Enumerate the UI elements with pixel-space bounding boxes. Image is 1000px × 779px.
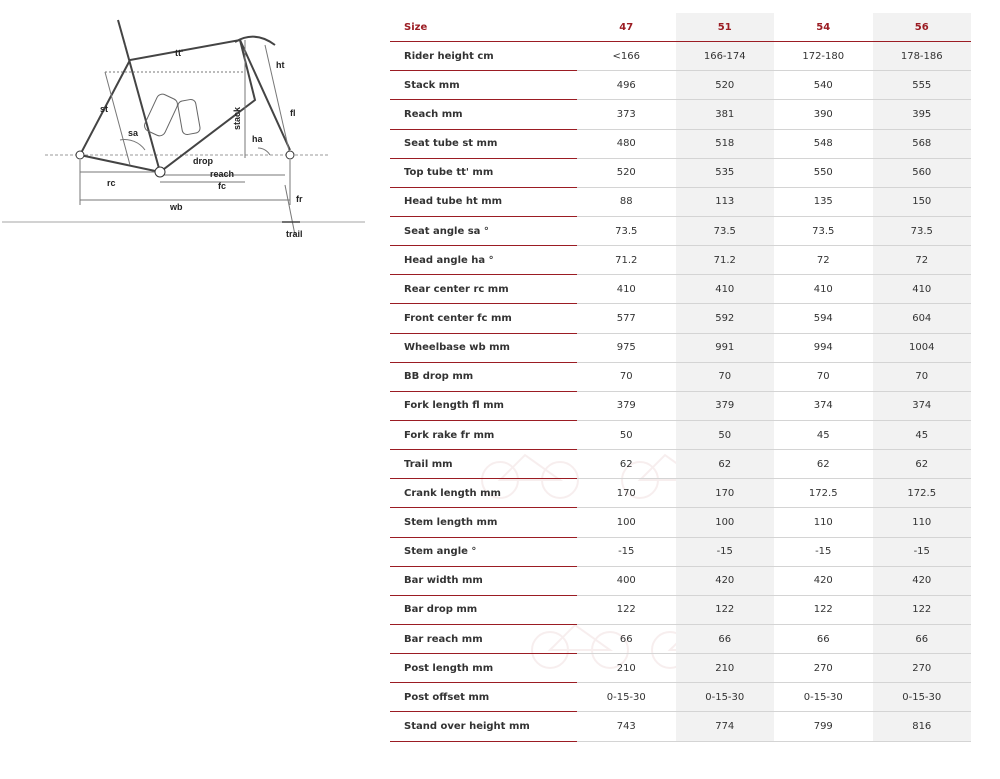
cell-value: 410: [873, 275, 972, 304]
row-label: Bar reach mm: [390, 624, 577, 653]
row-label: Fork length fl mm: [390, 391, 577, 420]
cell-value: 410: [577, 275, 676, 304]
cell-value: 555: [873, 71, 972, 100]
cell-value: 122: [577, 595, 676, 624]
cell-value: 975: [577, 333, 676, 362]
table-row: [390, 158, 971, 187]
cell-value: 410: [676, 275, 775, 304]
cell-value: 577: [577, 304, 676, 333]
row-label: Front center fc mm: [390, 304, 577, 333]
cell-value: 774: [676, 712, 775, 741]
cell-value: 994: [774, 333, 873, 362]
label-stack: stack: [232, 106, 242, 130]
label-fc: fc: [218, 181, 227, 191]
cell-value: 70: [774, 362, 873, 391]
cell-value: 70: [577, 362, 676, 391]
table-row: [390, 216, 971, 245]
cell-value: 70: [676, 362, 775, 391]
cell-value: 420: [873, 566, 972, 595]
cell-value: 520: [676, 71, 775, 100]
table-row: [390, 304, 971, 333]
cell-value: 594: [774, 304, 873, 333]
label-reach: reach: [210, 169, 235, 179]
bike-geometry-diagram: [0, 0, 380, 250]
cell-value: 122: [676, 595, 775, 624]
cell-value: 540: [774, 71, 873, 100]
cell-value: 373: [577, 100, 676, 129]
cell-value: 390: [774, 100, 873, 129]
row-label: Trail mm: [390, 450, 577, 479]
table-header-row: [390, 13, 971, 42]
cell-value: 122: [774, 595, 873, 624]
table-row: [390, 100, 971, 129]
cell-value: 110: [774, 508, 873, 537]
cell-value: 113: [676, 187, 775, 216]
cell-value: 88: [577, 187, 676, 216]
cell-value: 122: [873, 595, 972, 624]
table-row: [390, 129, 971, 158]
table-row: [390, 508, 971, 537]
cell-value: 71.2: [676, 246, 775, 275]
label-fr: fr: [296, 194, 303, 204]
label-drop: drop: [193, 156, 213, 166]
row-label: Rider height cm: [390, 42, 577, 71]
cell-value: 548: [774, 129, 873, 158]
cell-value: 410: [774, 275, 873, 304]
cell-value: 66: [676, 624, 775, 653]
label-st: st: [100, 104, 109, 114]
table-row: [390, 450, 971, 479]
table-row: [390, 391, 971, 420]
size-column-header: 56: [873, 13, 972, 42]
cell-value: 45: [873, 420, 972, 449]
table-row: [390, 275, 971, 304]
cell-value: 71.2: [577, 246, 676, 275]
cell-value: 170: [676, 479, 775, 508]
cell-value: 592: [676, 304, 775, 333]
row-label: Post length mm: [390, 654, 577, 683]
table-row: [390, 187, 971, 216]
cell-value: 72: [873, 246, 972, 275]
cell-value: 270: [873, 654, 972, 683]
cell-value: 400: [577, 566, 676, 595]
cell-value: 50: [577, 420, 676, 449]
row-label: Stem length mm: [390, 508, 577, 537]
row-label: Bar drop mm: [390, 595, 577, 624]
table-row: [390, 624, 971, 653]
cell-value: 520: [577, 158, 676, 187]
cell-value: 420: [676, 566, 775, 595]
cell-value: 66: [577, 624, 676, 653]
cell-value: 535: [676, 158, 775, 187]
cell-value: 66: [873, 624, 972, 653]
geometry-table: [390, 13, 971, 742]
cell-value: 66: [774, 624, 873, 653]
cell-value: 799: [774, 712, 873, 741]
row-label: Crank length mm: [390, 479, 577, 508]
size-column-header: 47: [577, 13, 676, 42]
label-sa: sa: [128, 128, 139, 138]
row-label: Stack mm: [390, 71, 577, 100]
row-label: BB drop mm: [390, 362, 577, 391]
table-row: [390, 654, 971, 683]
row-label: Rear center rc mm: [390, 275, 577, 304]
cell-value: 210: [676, 654, 775, 683]
cell-value: -15: [676, 537, 775, 566]
cell-value: 379: [577, 391, 676, 420]
cell-value: 518: [676, 129, 775, 158]
cell-value: 172-180: [774, 42, 873, 71]
cell-value: 604: [873, 304, 972, 333]
cell-value: 395: [873, 100, 972, 129]
table-row: [390, 566, 971, 595]
cell-value: 374: [873, 391, 972, 420]
cell-value: 991: [676, 333, 775, 362]
cell-value: 568: [873, 129, 972, 158]
cell-value: 62: [577, 450, 676, 479]
table-row: [390, 683, 971, 712]
table-row: [390, 42, 971, 71]
size-column-header: 54: [774, 13, 873, 42]
size-column-header: 51: [676, 13, 775, 42]
cell-value: 0-15-30: [577, 683, 676, 712]
cell-value: 379: [676, 391, 775, 420]
table-row: [390, 479, 971, 508]
table-row: [390, 71, 971, 100]
cell-value: 50: [676, 420, 775, 449]
cell-value: 743: [577, 712, 676, 741]
cell-value: 816: [873, 712, 972, 741]
cell-value: 73.5: [774, 216, 873, 245]
cell-value: 560: [873, 158, 972, 187]
cell-value: 172.5: [873, 479, 972, 508]
label-wb: wb: [170, 202, 183, 212]
table-row: [390, 537, 971, 566]
cell-value: -15: [577, 537, 676, 566]
label-rc: rc: [107, 178, 116, 188]
label-trail: trail: [286, 229, 303, 239]
row-label: Reach mm: [390, 100, 577, 129]
cell-value: 381: [676, 100, 775, 129]
cell-value: 1004: [873, 333, 972, 362]
cell-value: 480: [577, 129, 676, 158]
cell-value: <166: [577, 42, 676, 71]
cell-value: 166-174: [676, 42, 775, 71]
cell-value: 170: [577, 479, 676, 508]
row-label: Stand over height mm: [390, 712, 577, 741]
cell-value: -15: [774, 537, 873, 566]
cell-value: 110: [873, 508, 972, 537]
row-label: Head tube ht mm: [390, 187, 577, 216]
row-label: Seat angle sa °: [390, 216, 577, 245]
cell-value: 0-15-30: [774, 683, 873, 712]
table-row: [390, 246, 971, 275]
cell-value: 73.5: [676, 216, 775, 245]
row-label: Wheelbase wb mm: [390, 333, 577, 362]
row-label: Seat tube st mm: [390, 129, 577, 158]
cell-value: 62: [873, 450, 972, 479]
cell-value: 0-15-30: [873, 683, 972, 712]
cell-value: 172.5: [774, 479, 873, 508]
row-label: Top tube tt' mm: [390, 158, 577, 187]
row-label: Post offset mm: [390, 683, 577, 712]
cell-value: 45: [774, 420, 873, 449]
cell-value: 420: [774, 566, 873, 595]
cell-value: 100: [577, 508, 676, 537]
cell-value: 150: [873, 187, 972, 216]
cell-value: 550: [774, 158, 873, 187]
label-ht: ht: [276, 60, 285, 70]
cell-value: 73.5: [577, 216, 676, 245]
cell-value: 100: [676, 508, 775, 537]
cell-value: 496: [577, 71, 676, 100]
cell-value: 178-186: [873, 42, 972, 71]
cell-value: 70: [873, 362, 972, 391]
cell-value: 62: [774, 450, 873, 479]
label-ha: ha: [252, 134, 263, 144]
cell-value: 0-15-30: [676, 683, 775, 712]
cell-value: 135: [774, 187, 873, 216]
table-row: [390, 420, 971, 449]
cell-value: 210: [577, 654, 676, 683]
cell-value: 270: [774, 654, 873, 683]
cell-value: 62: [676, 450, 775, 479]
row-label: Head angle ha °: [390, 246, 577, 275]
row-label: Bar width mm: [390, 566, 577, 595]
cell-value: 73.5: [873, 216, 972, 245]
size-header-label: Size: [390, 13, 577, 42]
table-row: [390, 712, 971, 741]
table-row: [390, 362, 971, 391]
table-row: [390, 595, 971, 624]
label-tt: tt': [175, 48, 184, 58]
label-fl: fl: [290, 108, 296, 118]
table-row: [390, 333, 971, 362]
row-label: Stem angle °: [390, 537, 577, 566]
row-label: Fork rake fr mm: [390, 420, 577, 449]
cell-value: -15: [873, 537, 972, 566]
cell-value: 72: [774, 246, 873, 275]
cell-value: 374: [774, 391, 873, 420]
